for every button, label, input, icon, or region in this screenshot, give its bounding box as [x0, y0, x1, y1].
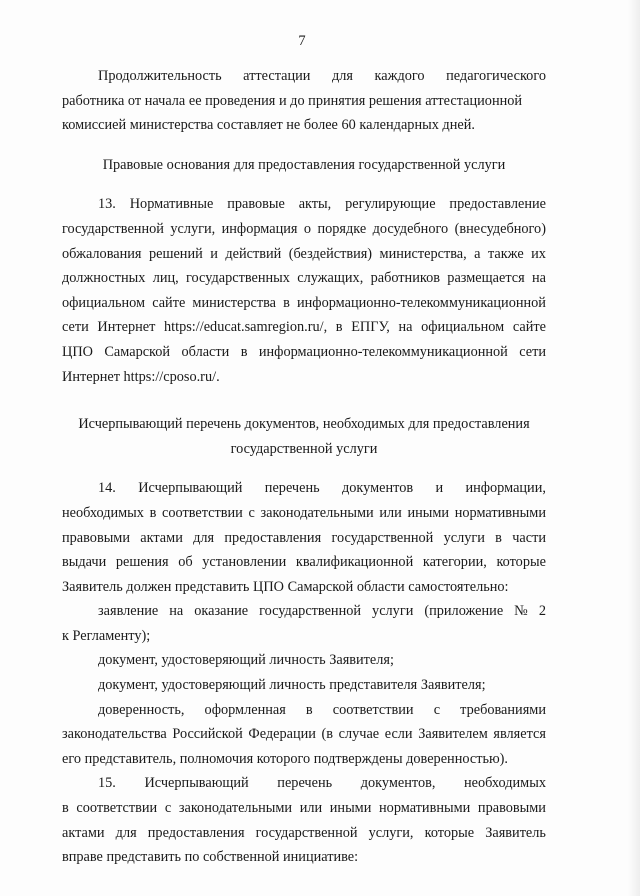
line-text: к Регламенту); — [62, 627, 151, 644]
word: правовые — [227, 196, 285, 213]
word: необходимых — [62, 504, 144, 521]
line-text: Интернет https://cposo.ru/. — [62, 368, 220, 385]
text-line — [62, 113, 546, 138]
word: также — [487, 245, 524, 262]
word: Заявителем — [418, 726, 488, 743]
text-line — [62, 64, 546, 89]
word: государственной — [259, 603, 362, 620]
word: (бездействия) — [288, 245, 373, 262]
word: заявление — [98, 603, 159, 620]
line-text: Заявитель должен представить ЦПО Самарской области самостоятельно: — [62, 578, 509, 595]
word: перечень — [264, 480, 320, 497]
word: в — [335, 319, 343, 336]
text-line — [62, 845, 546, 870]
word: с — [433, 701, 441, 718]
word: документов — [341, 480, 414, 497]
word: (приложение — [424, 603, 504, 620]
text-line — [62, 698, 546, 723]
word: № — [514, 603, 528, 620]
text-line — [62, 575, 546, 600]
word: информации, — [465, 480, 546, 497]
word: решений — [148, 245, 203, 262]
word: должностных — [62, 270, 146, 287]
text-line — [62, 340, 546, 365]
paragraph-13 — [62, 192, 546, 389]
text-line — [62, 821, 546, 846]
text-line — [62, 501, 546, 526]
word: министерства, — [379, 245, 467, 262]
word: соответствии — [332, 701, 414, 718]
paragraph-15 — [62, 771, 546, 869]
text-line — [62, 266, 546, 291]
text-line — [62, 526, 546, 551]
word: служащих, — [297, 270, 364, 287]
text-line — [62, 476, 546, 501]
line-text: работника от начала ее проведения и до принятия решения аттестационной — [62, 92, 523, 109]
word: 13. — [98, 196, 116, 213]
word: нормативными — [454, 504, 546, 521]
line-text: его представитель, полномочия которого подтверждены доверенностью). — [62, 750, 508, 767]
word: для — [331, 68, 353, 84]
word: Самарской — [104, 343, 171, 360]
word: актами — [62, 824, 105, 841]
word: или — [379, 504, 402, 521]
word: министерства — [192, 294, 277, 311]
word: информация — [221, 220, 298, 237]
word: Заявитель — [485, 824, 546, 841]
text-line — [62, 599, 546, 624]
word: услуги — [443, 529, 485, 546]
word: услуги, — [368, 824, 414, 841]
word: в — [283, 294, 290, 311]
word: Федерации — [248, 726, 316, 743]
word: размещается — [447, 270, 525, 287]
word: Исчерпывающий — [138, 480, 243, 497]
word: категории, — [422, 554, 487, 571]
word: перечень — [277, 775, 333, 792]
word: с — [248, 504, 255, 521]
word: услуги — [372, 603, 414, 620]
word: документов, — [360, 775, 436, 792]
word: и — [210, 245, 218, 262]
paragraph-duration — [62, 64, 546, 138]
word: официальном — [62, 294, 146, 311]
word: Продолжительность — [98, 68, 222, 84]
word: правовыми — [477, 800, 546, 817]
section-heading-legal-basis: Правовые основания для предоставления государственной услуги — [102, 156, 506, 173]
word: (внесудебного) — [454, 220, 546, 237]
word: для — [193, 529, 215, 546]
word: досудебного — [372, 220, 449, 237]
word: которые — [424, 824, 475, 841]
word: нормативными — [379, 800, 471, 817]
word: квалификационной — [295, 554, 414, 571]
word: для — [115, 824, 137, 841]
word: (в — [321, 726, 334, 743]
word: сети — [519, 343, 546, 360]
section-heading-documents-line1: Исчерпывающий перечень документов, необходимых для предоставления — [78, 416, 530, 433]
word: на — [532, 270, 546, 287]
paragraph-representative-identity: документ, удостоверяющий личность представителя Заявителя; — [98, 677, 486, 694]
page-number: 7 — [298, 33, 306, 49]
word: в — [62, 800, 69, 817]
word: государственной — [62, 220, 164, 237]
word: иными — [329, 800, 372, 817]
word: их — [531, 245, 546, 262]
word: государственной — [255, 824, 358, 841]
text-line — [62, 796, 546, 821]
word: акты, — [298, 196, 332, 213]
word: на — [398, 319, 413, 336]
word: соответствии — [76, 800, 158, 817]
word: с — [164, 800, 172, 817]
word: действий — [225, 245, 282, 262]
word: и — [435, 480, 444, 497]
word: услуги, — [170, 220, 216, 237]
word: 2 — [538, 603, 546, 620]
word: случае — [338, 726, 380, 743]
word: требованиями — [460, 701, 546, 718]
word: информационно-телекоммуникационной — [258, 343, 508, 360]
word: законодательства — [62, 726, 167, 743]
word: установлении — [202, 554, 287, 571]
text-line — [62, 747, 546, 772]
word: иными — [407, 504, 450, 521]
document-body — [62, 64, 546, 870]
word: предоставления — [147, 824, 245, 841]
word: государственных — [186, 270, 290, 287]
line-text: вправе представить по собственной инициативе: — [62, 849, 359, 866]
word: Нормативные — [129, 196, 214, 213]
text-line — [62, 89, 546, 114]
word: о — [303, 220, 312, 237]
word: которые — [496, 554, 546, 571]
word: соответствии — [162, 504, 243, 521]
word: выдачи — [62, 554, 107, 571]
word: актами — [140, 529, 183, 546]
text-line — [62, 192, 546, 217]
text-line — [62, 291, 546, 316]
word: порядке — [317, 220, 367, 237]
word: сайте — [512, 319, 546, 336]
word: государственной — [331, 529, 434, 546]
text-line — [62, 722, 546, 747]
word: 15. — [98, 775, 116, 792]
word: работников — [370, 270, 440, 287]
word: 14. — [98, 480, 116, 497]
line-text: комиссией министерства составляет не более 60 календарных дней. — [62, 117, 475, 134]
word: в — [305, 701, 313, 718]
word: а — [474, 245, 481, 262]
word: оформленная — [204, 701, 286, 718]
word: информационно-телекоммуникационной — [297, 294, 546, 311]
paragraph-14 — [62, 476, 546, 599]
word: является — [493, 726, 546, 743]
word: предоставления — [224, 529, 322, 546]
scan-edge — [628, 0, 640, 896]
word: Исчерпывающий — [144, 775, 249, 792]
word: предоставление — [449, 196, 546, 213]
word: сети — [62, 319, 89, 336]
word: части — [512, 529, 546, 546]
word: на — [169, 603, 184, 620]
word: каждого — [374, 68, 425, 84]
word: ЦПО — [62, 343, 93, 360]
text-line — [62, 242, 546, 267]
word: законодательными — [178, 800, 293, 817]
word: сайте — [152, 294, 186, 311]
word: решения — [115, 554, 169, 571]
word: или — [299, 800, 323, 817]
section-heading-documents-line2: государственной услуги — [230, 440, 378, 457]
paragraph-identity-document: документ, удостоверяющий личность Заявителя; — [98, 652, 394, 669]
word: педагогического — [446, 68, 546, 84]
word: в — [495, 529, 502, 546]
word: области — [181, 343, 230, 360]
word: Российской — [172, 726, 243, 743]
word: об — [178, 554, 193, 571]
paragraph-application — [62, 599, 546, 648]
text-line — [62, 624, 546, 649]
word: аттестации — [243, 68, 311, 84]
text-line — [62, 217, 546, 242]
text-line — [62, 315, 546, 340]
text-line — [62, 771, 546, 796]
word: в — [240, 343, 248, 360]
word: лиц, — [152, 270, 179, 287]
word: в — [149, 504, 157, 521]
word: если — [384, 726, 413, 743]
word: законодательными — [260, 504, 374, 521]
word: оказание — [194, 603, 249, 620]
word: доверенность, — [98, 701, 185, 718]
text-line — [62, 550, 546, 575]
word: Интернет — [97, 319, 156, 336]
word: правовыми — [62, 529, 131, 546]
text-line — [62, 365, 546, 390]
word: https://educat.samregion.ru/, — [163, 319, 328, 336]
paragraph-power-of-attorney — [62, 698, 546, 772]
word: обжалования — [62, 245, 142, 262]
word: необходимых — [464, 775, 546, 792]
word: регулирующие — [345, 196, 436, 213]
word: официальном — [421, 319, 505, 336]
word: ЕПГУ, — [351, 319, 390, 336]
